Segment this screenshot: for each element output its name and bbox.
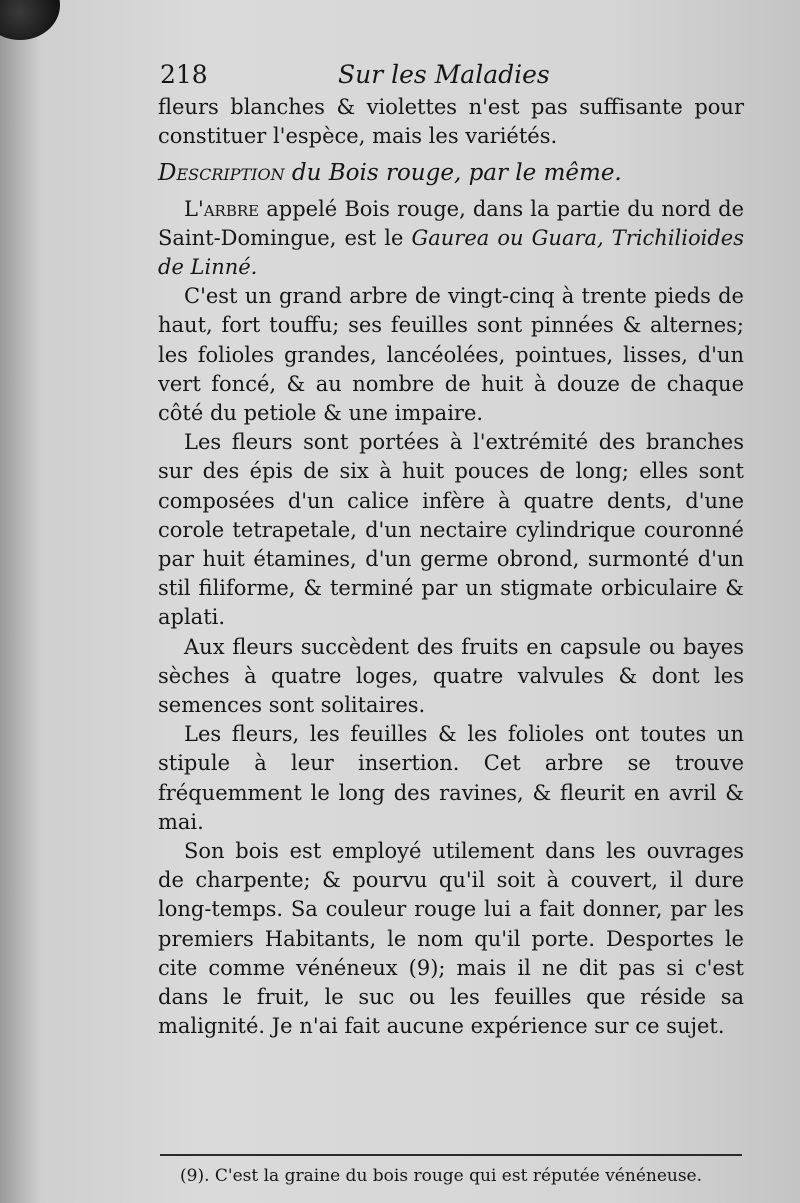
- body-text: [158, 93, 744, 1042]
- thumb-shadow: [0, 0, 60, 40]
- section-title-head: Description: [158, 160, 285, 187]
- paragraph-5: Les fleurs, les feuilles & les folioles ont toutes un stipule à leur insertion. Cet arbre se trouve fréquemment le long des ravines, & fleurit en avril & mai.: [158, 722, 744, 834]
- paragraph-2: C'est un grand arbre de vingt-cinq à trente pieds de haut, fort touffu; ses feuilles sont pinnées & alternes; les folioles grandes, lancéolées, pointues, lisses, d'un vert foncé, & au nombre de huit à douze de chaque côté du petiole & une impaire.: [158, 284, 744, 426]
- footnote-rule: [160, 1154, 742, 1156]
- running-title: Sur les Maladies: [338, 60, 550, 89]
- paragraph-3: Les fleurs sont portées à l'extrémité des branches sur des épis de six à huit pouces de long; elles sont composées d'un calice infère à quatre dents, d'une corole tetrapetale, d'un nectaire cylindrique couronné par huit étamines, d'un germe obrond, surmonté d'un stil filiforme, & terminé par un stigmate orbiculaire & aplati.: [158, 430, 744, 630]
- paragraph-4: Aux fleurs succèdent des fruits en capsule ou bayes sèches à quatre loges, quatre valvules & dont les semences sont solitaires.: [158, 634, 744, 718]
- page-header: [160, 60, 740, 96]
- paragraph-1: [158, 195, 744, 283]
- section-title-rest: du Bois rouge, par le même.: [284, 160, 622, 187]
- paragraph-1-text: appelé Bois rouge, dans la partie du nord de Saint-Domingue, est le: [158, 196, 744, 250]
- footnote: (9). C'est la graine du bois rouge qui est réputée vénéneuse.: [180, 1166, 703, 1186]
- paragraph-6: Son bois est employé utilement dans les ouvrages de charpente; & pourvu qu'il soit à couvert, il dure long-temps. Sa couleur rouge lui a fait donner, par les premiers Habitants, le nom qu'il porte. Desportes le cite comme vénéneux (9); mais il ne dit pas si c'est dans le fruit, le suc ou les feuilles que réside sa malignité. Je n'ai fait aucune expérience sur ce sujet.: [158, 839, 744, 1039]
- paragraph-continuation: fleurs blanches & violettes n'est pas suffisante pour constituer l'espèce, mais les variétés.: [158, 95, 744, 149]
- page-number: 218: [160, 60, 208, 89]
- paragraph-1-lead: L'arbre: [184, 196, 260, 221]
- section-title: [158, 159, 744, 188]
- paragraph-1-italic: Gaurea ou Guara, Trichilioides de Linné.: [158, 225, 744, 280]
